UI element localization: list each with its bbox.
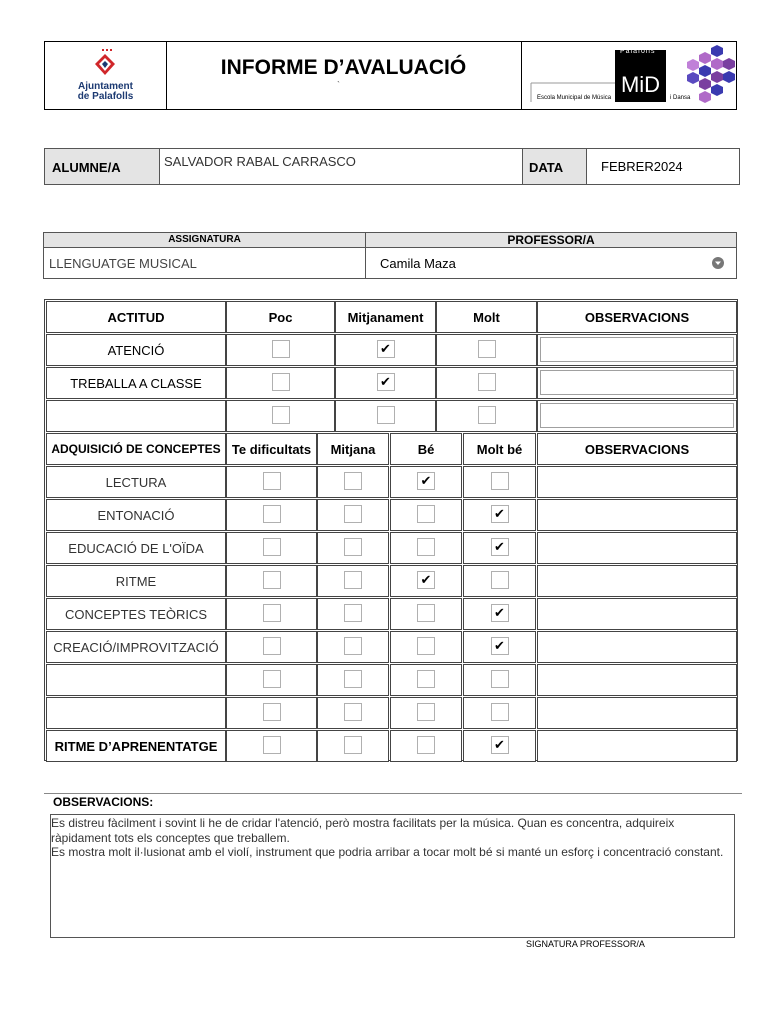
subject-header: ASSIGNATURA [44,233,366,248]
date-field[interactable]: FEBRER2024 [601,159,683,174]
checkmark-icon: ✔ [380,374,391,389]
concepts-col-3: Molt bé [463,433,536,465]
concepts-checkbox[interactable] [344,736,362,754]
concepts-obs-cell[interactable] [537,598,737,630]
attitude-obs-header: OBSERVACIONS [537,301,737,333]
chevron-down-circle-icon[interactable] [711,256,725,270]
attitude-checkbox[interactable] [377,340,395,358]
attitude-row-label [46,400,226,432]
concepts-checkbox[interactable] [344,703,362,721]
subject-field[interactable]: LLENGUATGE MUSICAL [44,248,366,278]
evaluation-grid [44,299,738,761]
concepts-checkbox[interactable] [417,604,435,622]
ajuntament-line1: Ajuntament [78,81,133,92]
mid-school: Escola Municipal de Música [537,95,612,101]
student-row [44,148,740,185]
concepts-checkbox[interactable] [344,637,362,655]
concepts-obs-cell[interactable] [537,631,737,663]
concepts-checkbox[interactable] [417,538,435,556]
checkmark-icon: ✔ [494,506,505,521]
concepts-checkbox[interactable] [263,571,281,589]
attitude-obs-input[interactable] [540,370,734,395]
concepts-checkbox[interactable] [417,505,435,523]
concepts-obs-header: OBSERVACIONS [537,433,737,465]
concepts-row-label: LECTURA [46,466,226,498]
concepts-checkbox[interactable] [491,604,509,622]
observations-divider [44,793,742,794]
attitude-checkbox[interactable] [377,406,395,424]
attitude-row-label: ATENCIÓ [46,334,226,366]
attitude-col-0: Poc [226,301,335,333]
report-header [44,41,737,110]
concepts-checkbox[interactable] [344,604,362,622]
concepts-col-0: Te dificultats [226,433,317,465]
checkmark-icon: ✔ [380,341,391,356]
concepts-checkbox[interactable] [417,736,435,754]
concepts-row-label [46,697,226,729]
mid-town: Palafolls [620,48,656,55]
checkmark-icon: ✔ [494,737,505,752]
concepts-checkbox[interactable] [417,571,435,589]
concepts-checkbox[interactable] [263,505,281,523]
title-tick: ` [337,80,340,90]
checkmark-icon: ✔ [494,638,505,653]
concepts-obs-cell[interactable] [537,499,737,531]
concepts-checkbox[interactable] [263,604,281,622]
attitude-checkbox[interactable] [272,406,290,424]
signature-label: SIGNATURA PROFESSOR/A [526,939,645,949]
concepts-checkbox[interactable] [344,571,362,589]
concepts-row-label [46,664,226,696]
concepts-checkbox[interactable] [417,703,435,721]
observations-textarea[interactable]: Es distreu fàcilment i sovint li he de cridar l'atenció, però mostra facilitats per la música. Quan es concentra, adquireix ràpidament tots els conceptes que treballem. Es mostra molt il·lusionat amb el violí, instrument que podria arribar a tocar molt bé si manté un esforç i concentració constant. [50,814,735,938]
concepts-obs-cell[interactable] [537,697,737,729]
professor-header: PROFESSOR/A [366,233,736,248]
concepts-checkbox[interactable] [417,472,435,490]
checkmark-icon: ✔ [494,539,505,554]
title-cell [166,42,522,109]
concepts-checkbox[interactable] [344,670,362,688]
attitude-obs-input[interactable] [540,337,734,362]
attitude-row-label: TREBALLA A CLASSE [46,367,226,399]
concepts-checkbox[interactable] [491,670,509,688]
hexagon-pattern-icon [687,45,735,103]
concepts-checkbox[interactable] [263,472,281,490]
concepts-obs-cell[interactable] [537,532,737,564]
concepts-row-label: EDUCACIÓ DE L'OÏDA [46,532,226,564]
concepts-obs-cell[interactable] [537,664,737,696]
concepts-row-label: RITME [46,565,226,597]
observations-label: OBSERVACIONS: [53,795,154,809]
concepts-checkbox[interactable] [263,538,281,556]
concepts-obs-cell[interactable] [537,565,737,597]
concepts-checkbox[interactable] [263,703,281,721]
mid-dance: i Dansa [670,95,691,101]
concepts-col-2: Bé [390,433,462,465]
learning-pace-label: RITME D’APRENENTATGE [46,730,226,762]
date-label: DATA [523,149,587,184]
student-label: ALUMNE/A [45,149,160,184]
ajuntament-line2: de Palafolls [77,91,134,102]
checkmark-icon: ✔ [420,473,432,488]
concepts-checkbox[interactable] [344,472,362,490]
concepts-row-label: CREACIÓ/IMPROVITZACIÓ [46,631,226,663]
attitude-checkbox[interactable] [272,373,290,391]
checkmark-icon: ✔ [494,605,505,620]
concepts-checkbox[interactable] [491,703,509,721]
attitude-col-2: Molt [436,301,537,333]
attitude-checkbox[interactable] [478,340,496,358]
concepts-checkbox[interactable] [263,736,281,754]
attitude-checkbox[interactable] [478,373,496,391]
attitude-obs-input[interactable] [540,403,734,428]
checkmark-icon: ✔ [420,572,432,587]
concepts-checkbox[interactable] [417,670,435,688]
attitude-checkbox[interactable] [272,340,290,358]
concepts-checkbox[interactable] [491,505,509,523]
concepts-header: ADQUISICIÓ DE CONCEPTES [46,433,226,465]
concepts-checkbox[interactable] [491,571,509,589]
concepts-checkbox[interactable] [417,637,435,655]
concepts-row-label: CONCEPTES TEÒRICS [46,598,226,630]
attitude-col-1: Mitjanament [335,301,436,333]
professor-select[interactable] [366,248,736,278]
ajuntament-logo [45,42,167,109]
concepts-checkbox[interactable] [263,670,281,688]
concepts-obs-cell[interactable] [537,730,737,762]
concepts-checkbox[interactable] [344,505,362,523]
concepts-checkbox[interactable] [491,538,509,556]
concepts-col-1: Mitjana [317,433,389,465]
subject-professor-table [43,232,737,279]
concepts-checkbox[interactable] [344,538,362,556]
concepts-checkbox[interactable] [491,637,509,655]
concepts-checkbox[interactable] [491,736,509,754]
student-name-field[interactable]: SALVADOR RABAL CARRASCO [160,149,523,184]
page-title: INFORME D’AVALUACIÓ [220,56,467,79]
mid-brand: MiD [620,72,661,97]
concepts-obs-cell[interactable] [537,466,737,498]
attitude-checkbox[interactable] [478,406,496,424]
concepts-row-label: ENTONACIÓ [46,499,226,531]
concepts-checkbox[interactable] [263,637,281,655]
attitude-checkbox[interactable] [377,373,395,391]
mid-logo [521,42,736,109]
concepts-checkbox[interactable] [491,472,509,490]
professor-select-value: Camila Maza [380,256,456,271]
attitude-header: ACTITUD [46,301,226,333]
